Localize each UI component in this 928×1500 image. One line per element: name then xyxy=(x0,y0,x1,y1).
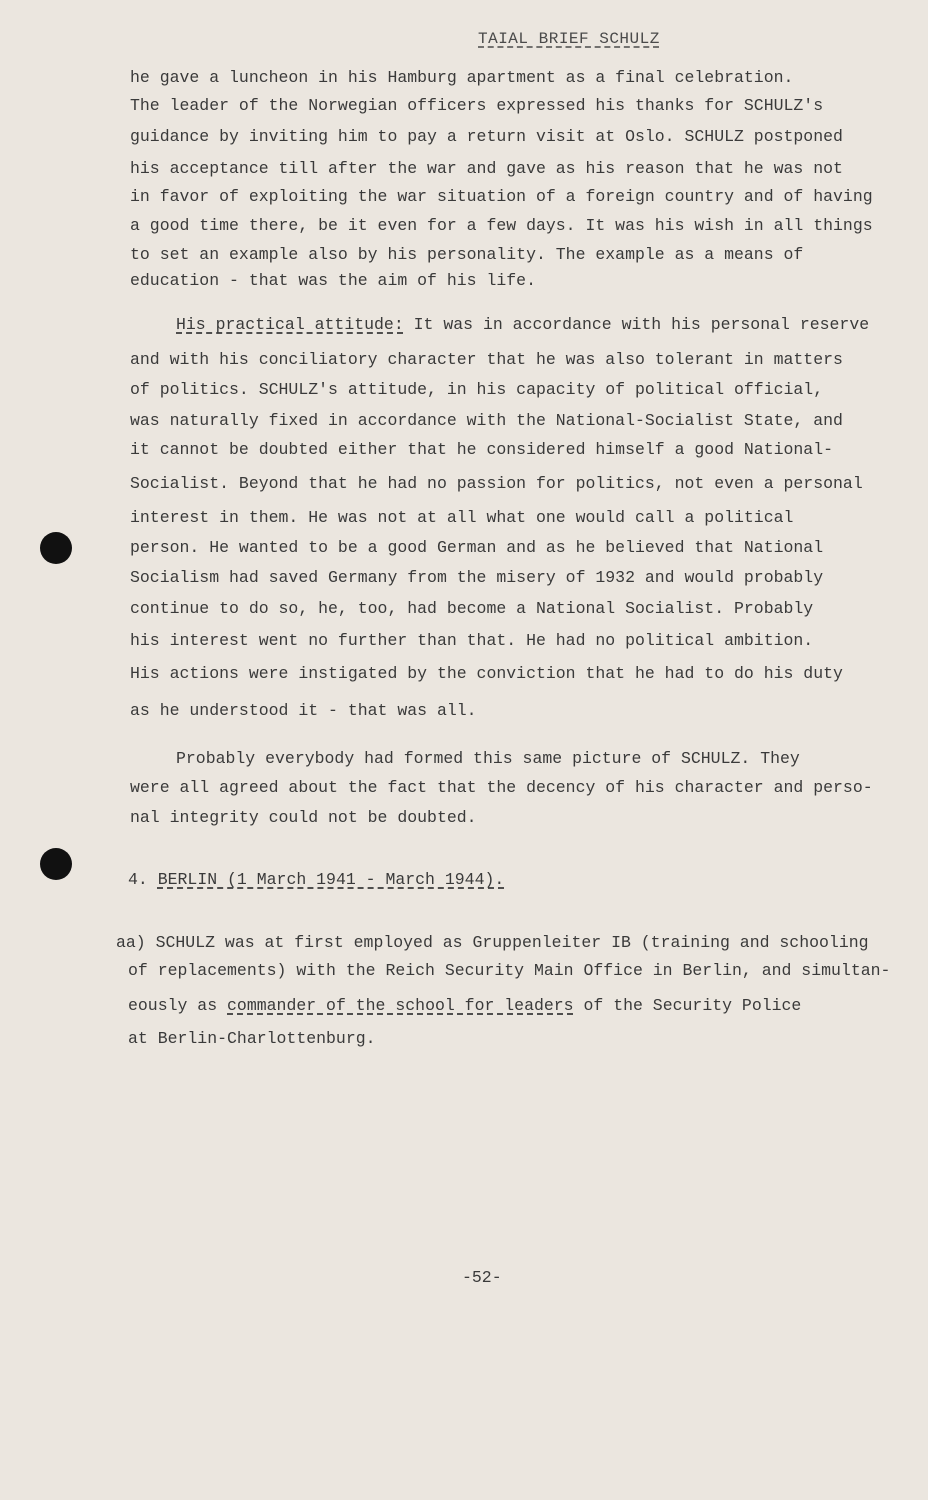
text-line: guidance by inviting him to pay a return visit at Oslo. SCHULZ postponed xyxy=(130,127,843,146)
text-line: The leader of the Norwegian officers expressed his thanks for SCHULZ's xyxy=(130,96,824,115)
text-line: it cannot be doubted either that he considered himself a good National- xyxy=(130,440,834,459)
text-line: education - that was the aim of his life. xyxy=(130,271,536,290)
section-heading: His practical attitude: xyxy=(176,315,404,334)
text-line: Socialism had saved Germany from the misery of 1932 and would probably xyxy=(130,568,824,587)
text-line: were all agreed about the fact that the decency of his character and perso- xyxy=(130,778,873,797)
punch-hole xyxy=(40,848,72,880)
text-line: he gave a luncheon in his Hamburg apartment as a final celebration. xyxy=(130,68,794,87)
page-number: -52- xyxy=(462,1268,502,1287)
section-number: 4. xyxy=(128,870,148,889)
text-line: his acceptance till after the war and gave as his reason that he was not xyxy=(130,159,843,178)
text-span: eously as xyxy=(128,996,228,1015)
text-line xyxy=(128,996,801,1015)
punch-hole xyxy=(40,532,72,564)
text-line: of replacements) with the Reich Security Main Office in Berlin, and simultan- xyxy=(128,961,891,980)
text-line: at Berlin-Charlottenburg. xyxy=(128,1029,376,1048)
underlined-text: commander of the school for leaders xyxy=(227,996,574,1015)
header-title: TAIAL BRIEF SCHULZ xyxy=(478,30,660,48)
text-line: Socialist. Beyond that he had no passion for politics, not even a personal xyxy=(130,474,863,493)
text-line: was naturally fixed in accordance with the National-Socialist State, and xyxy=(130,411,843,430)
text-line: continue to do so, he, too, had become a National Socialist. Probably xyxy=(130,599,814,618)
text-line: aa) SCHULZ was at first employed as Gruppenleiter IB (training and schooling xyxy=(116,933,869,952)
text-line: a good time there, be it even for a few days. It was his wish in all things xyxy=(130,216,873,235)
text-span: of the Security Police xyxy=(573,996,802,1015)
text-line: person. He wanted to be a good German and as he believed that National xyxy=(130,538,824,557)
section-4-heading xyxy=(128,870,504,889)
text-line: Probably everybody had formed this same picture of SCHULZ. They xyxy=(176,749,800,768)
text-line: nal integrity could not be doubted. xyxy=(130,808,477,827)
text-line: of politics. SCHULZ's attitude, in his capacity of political official, xyxy=(130,380,824,399)
text-line: as he understood it - that was all. xyxy=(130,701,477,720)
text-line: and with his conciliatory character that he was also tolerant in matters xyxy=(130,350,843,369)
text-line: interest in them. He was not at all what one would call a political xyxy=(130,508,794,527)
text-line: his interest went no further than that. He had no political ambition. xyxy=(130,631,814,650)
text-line: in favor of exploiting the war situation of a foreign country and of having xyxy=(130,187,873,206)
text-line: His actions were instigated by the conviction that he had to do his duty xyxy=(130,664,843,683)
section-title: BERLIN (1 March 1941 - March 1944). xyxy=(157,870,505,889)
text-line xyxy=(176,315,869,334)
text-span: It was in accordance with his personal reserve xyxy=(403,315,870,334)
text-line: to set an example also by his personality. The example as a means of xyxy=(130,245,804,264)
